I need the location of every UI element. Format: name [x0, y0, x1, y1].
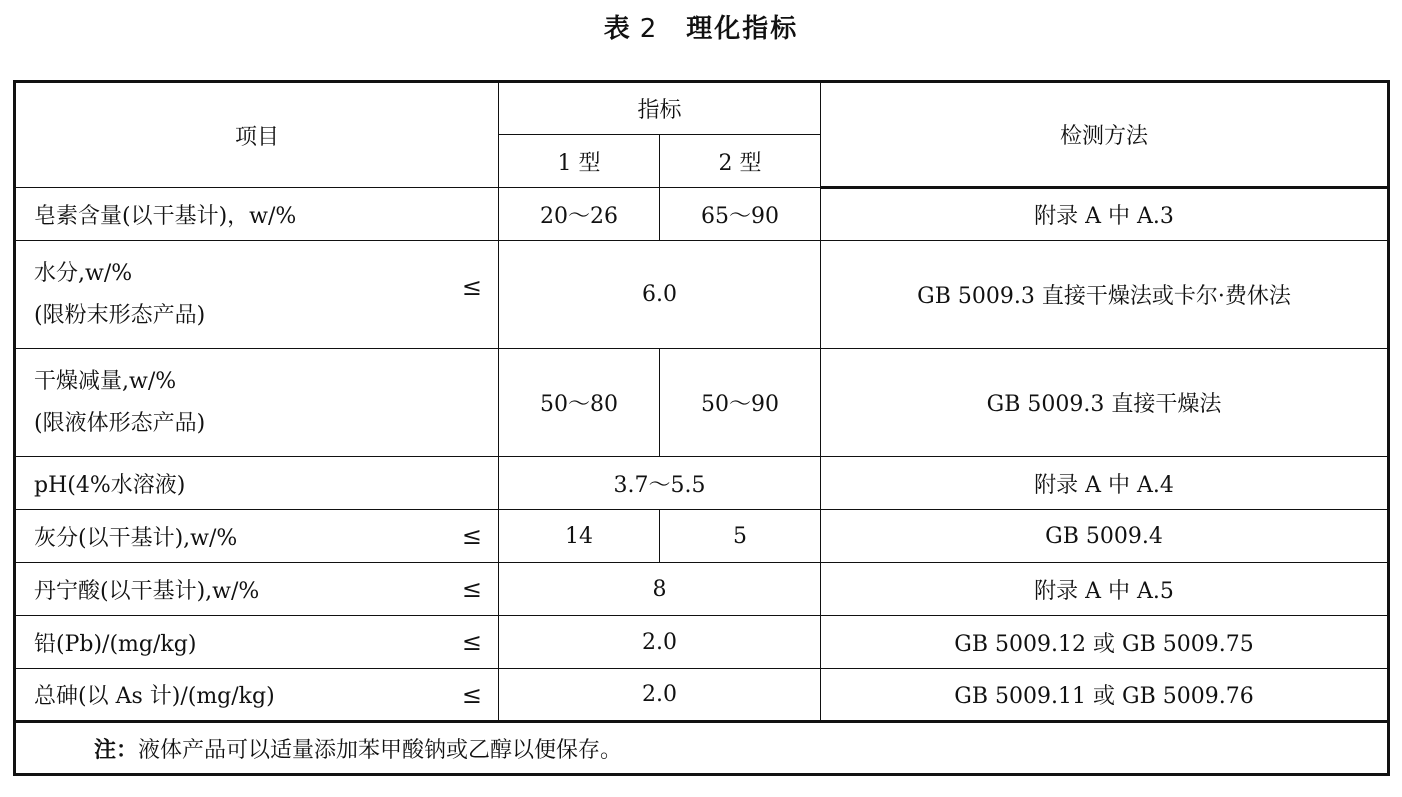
row-item [15, 241, 499, 349]
note-label: 注： [94, 737, 139, 763]
row-item-line1: 干燥减量,w/% [34, 368, 177, 394]
row-method: 附录 A 中 A.4 [821, 457, 1389, 510]
row-method: 附录 A 中 A.3 [821, 188, 1389, 241]
table-title-text: 理化指标 [686, 14, 799, 44]
less-equal-symbol: ≤ [461, 575, 482, 603]
table-row [15, 669, 1389, 722]
row-item-text: 灰分(以干基计),w/% [34, 525, 238, 551]
physicochemical-table [13, 80, 1390, 776]
table-row [15, 457, 1389, 510]
table-row [15, 616, 1389, 669]
row-method: GB 5009.4 [821, 510, 1389, 563]
table-row [15, 188, 1389, 241]
less-equal-symbol: ≤ [461, 273, 482, 301]
row-item [15, 349, 499, 457]
header-item: 项目 [15, 82, 499, 188]
header-indicator: 指标 [499, 82, 821, 135]
row-item-line2: (限液体形态产品) [34, 410, 206, 436]
row-item-line1: 水分,w/% [34, 260, 133, 286]
table-title [0, 8, 1402, 45]
row-item: pH(4%水溶液) [15, 457, 499, 510]
row-type1-value: 50～80 [499, 349, 660, 457]
row-shared-value: 3.7～5.5 [499, 457, 821, 510]
row-shared-value: 8 [499, 563, 821, 616]
row-method: GB 5009.3 直接干燥法或卡尔·费休法 [821, 241, 1389, 349]
row-type2-value: 5 [660, 510, 821, 563]
row-shared-value: 2.0 [499, 616, 821, 669]
row-type1-value: 20～26 [499, 188, 660, 241]
row-item-line2: (限粉末形态产品) [34, 302, 206, 328]
row-item [15, 563, 499, 616]
row-item-text: 总砷(以 As 计)/(mg/kg) [34, 684, 275, 709]
row-item: 皂素含量(以干基计)，w/% [15, 188, 499, 241]
row-method: GB 5009.11 或 GB 5009.76 [821, 669, 1389, 722]
table-row [15, 510, 1389, 563]
less-equal-symbol: ≤ [461, 680, 482, 709]
note-text: 液体产品可以适量添加苯甲酸钠或乙醇以便保存。 [138, 737, 623, 763]
row-type2-value: 50～90 [660, 349, 821, 457]
row-item [15, 669, 499, 722]
table-note [15, 722, 1389, 775]
row-method: 附录 A 中 A.5 [821, 563, 1389, 616]
row-shared-value: 6.0 [499, 241, 821, 349]
row-item [15, 616, 499, 669]
table-title-prefix: 表 [603, 14, 632, 44]
row-method: GB 5009.3 直接干燥法 [821, 349, 1389, 457]
less-equal-symbol: ≤ [461, 628, 482, 656]
row-shared-value: 2.0 [499, 669, 821, 722]
table-note-row [15, 722, 1389, 775]
table-row [15, 563, 1389, 616]
row-item-text: 丹宁酸(以干基计),w/% [34, 578, 260, 604]
header-method: 检测方法 [821, 82, 1389, 188]
row-method: GB 5009.12 或 GB 5009.75 [821, 616, 1389, 669]
row-type1-value: 14 [499, 510, 660, 563]
header-type2: 2 型 [660, 135, 821, 188]
row-type2-value: 65～90 [660, 188, 821, 241]
table-title-number: 2 [639, 14, 659, 44]
less-equal-symbol: ≤ [461, 522, 482, 550]
table-row [15, 349, 1389, 457]
row-item [15, 510, 499, 563]
header-type1: 1 型 [499, 135, 660, 188]
row-item-text: 铅(Pb)/(mg/kg) [34, 631, 197, 657]
table-row [15, 241, 1389, 349]
